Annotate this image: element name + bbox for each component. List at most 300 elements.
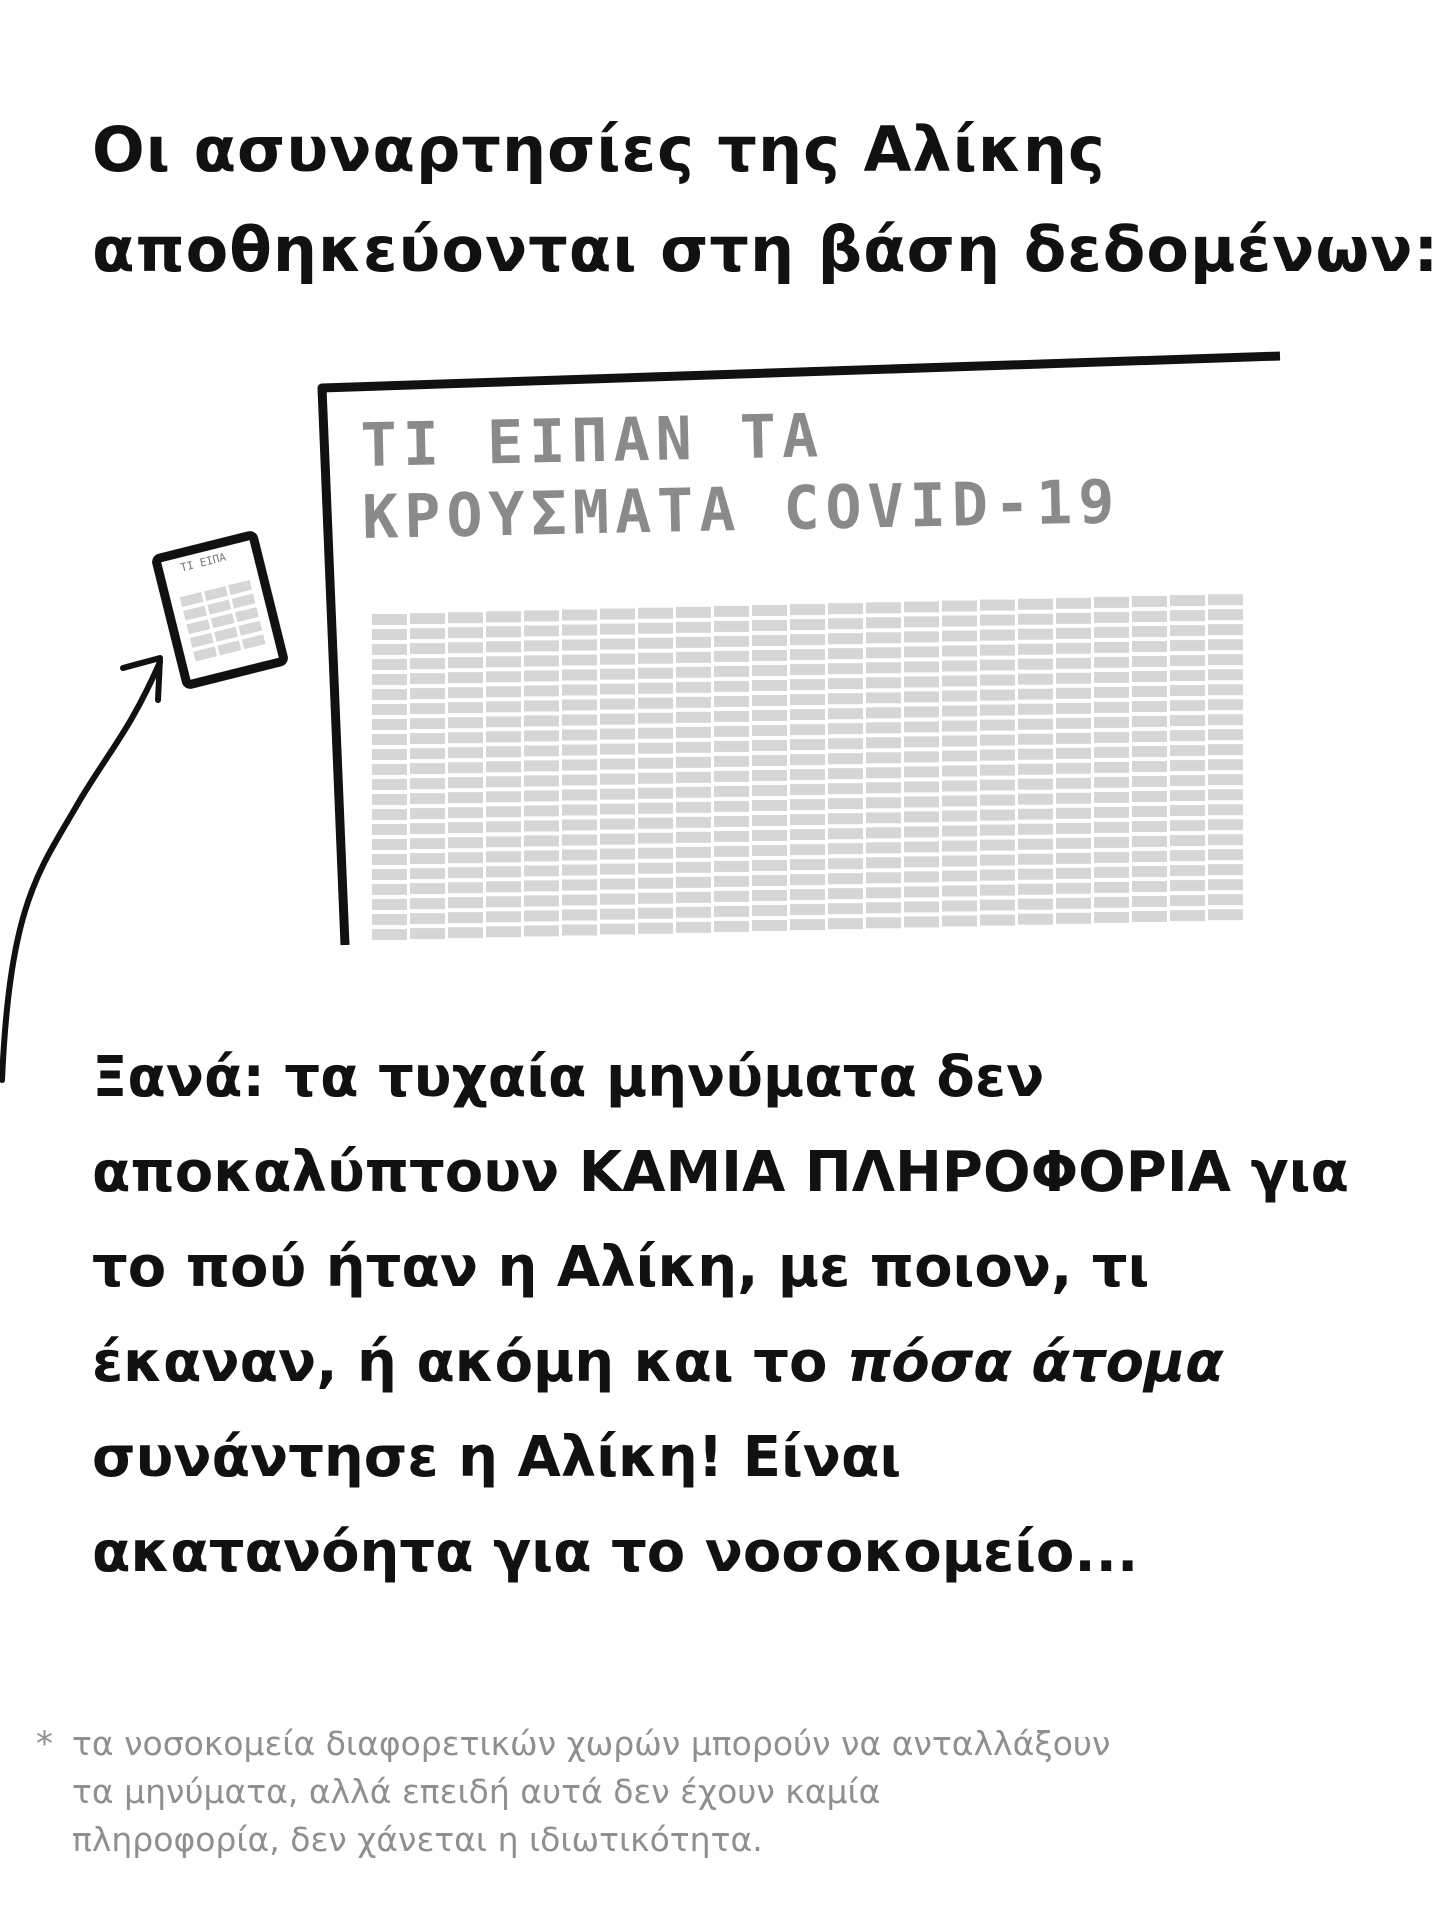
database-cell <box>600 729 635 740</box>
database-cell <box>600 669 635 680</box>
database-cell <box>372 884 407 895</box>
database-cell <box>448 717 483 728</box>
database-cell <box>1208 654 1243 665</box>
database-cell <box>790 769 825 780</box>
database-cell <box>410 613 445 624</box>
body-line: Ξανά: τα τυχαία μηνύματα δεν <box>92 1045 1045 1110</box>
database-cell <box>676 892 711 903</box>
database-cell <box>828 828 863 839</box>
database-cell <box>1018 869 1053 880</box>
database-cell <box>486 626 521 637</box>
database-cell <box>524 715 559 726</box>
database-cell <box>448 702 483 713</box>
database-cell <box>828 663 863 674</box>
database-cell <box>1170 745 1205 756</box>
database-cell <box>1094 912 1129 923</box>
database-cell <box>562 820 597 831</box>
database-cell <box>1170 715 1205 726</box>
database-cell <box>372 929 407 940</box>
database-cell <box>1170 865 1205 876</box>
database-cell <box>1056 733 1091 744</box>
database-cell <box>524 910 559 921</box>
database-cell <box>372 734 407 745</box>
database-cell <box>790 754 825 765</box>
database-cell <box>752 650 787 661</box>
database-cell <box>486 716 521 727</box>
database-cell <box>1132 866 1167 877</box>
database-cell <box>1056 613 1091 624</box>
database-cell <box>942 811 977 822</box>
database-cell <box>942 616 977 627</box>
database-cell <box>486 746 521 757</box>
database-cell <box>410 763 445 774</box>
footnote-line: τα νοσοκομεία διαφορετικών χωρών μπορούν να ανταλλάξουν <box>72 1724 1111 1763</box>
database-cell <box>714 846 749 857</box>
database-cell <box>562 850 597 861</box>
database-cell <box>448 747 483 758</box>
database-cell <box>714 681 749 692</box>
database-cell <box>790 664 825 675</box>
database-cell <box>866 767 901 778</box>
database-cell <box>600 774 635 785</box>
database-cell <box>942 661 977 672</box>
database-cell <box>828 738 863 749</box>
database-cell <box>372 614 407 625</box>
database-cell <box>486 731 521 742</box>
heading <box>92 100 1439 300</box>
database-cell <box>1056 823 1091 834</box>
database-cell <box>676 772 711 783</box>
database-cell <box>410 778 445 789</box>
database-cell <box>562 805 597 816</box>
database-cell <box>410 688 445 699</box>
database-cell <box>562 625 597 636</box>
database-cell <box>752 905 787 916</box>
database-cell <box>1018 794 1053 805</box>
database-cell <box>1132 716 1167 727</box>
database-cell <box>866 647 901 658</box>
database-cell <box>1018 614 1053 625</box>
database-cell <box>410 703 445 714</box>
database-cell <box>638 818 673 829</box>
database-cell <box>828 693 863 704</box>
database-cell <box>1132 896 1167 907</box>
database-cell <box>904 811 939 822</box>
database-cell <box>638 908 673 919</box>
database-cell <box>1170 655 1205 666</box>
database-cell <box>752 920 787 931</box>
database-cell <box>980 750 1015 761</box>
database-cell <box>1056 628 1091 639</box>
database-title <box>360 391 1263 554</box>
database-cell <box>714 921 749 932</box>
database-cell <box>828 873 863 884</box>
database-cell <box>1170 895 1205 906</box>
database-cell <box>1056 643 1091 654</box>
database-cell <box>524 655 559 666</box>
database-cell <box>904 856 939 867</box>
database-cell <box>372 719 407 730</box>
database-cell <box>790 784 825 795</box>
database-cell <box>904 916 939 927</box>
database-cell <box>752 815 787 826</box>
database-cell <box>676 907 711 918</box>
database-cell <box>1094 732 1129 743</box>
footnote-line: πληροφορία, δεν χάνεται η ιδιωτικότητα. <box>72 1820 763 1859</box>
emphasis-text: πόσα άτομα <box>846 1330 1224 1395</box>
database-cell <box>1018 779 1053 790</box>
database-cell <box>1094 672 1129 683</box>
database-cell <box>1094 837 1129 848</box>
database-cell <box>410 643 445 654</box>
database-cell <box>524 685 559 696</box>
database-cell <box>980 810 1015 821</box>
database-cell <box>942 841 977 852</box>
database-cell <box>1170 610 1205 621</box>
database-cell <box>828 708 863 719</box>
database-cell <box>714 621 749 632</box>
database-cell <box>1094 702 1129 713</box>
database-cell <box>828 858 863 869</box>
database-cell <box>904 631 939 642</box>
database-cell <box>714 816 749 827</box>
database-cell <box>638 788 673 799</box>
database-cell <box>1208 744 1243 755</box>
database-cell <box>524 730 559 741</box>
database-cell <box>1208 624 1243 635</box>
database-cell <box>1094 897 1129 908</box>
database-cell <box>410 868 445 879</box>
database-cell <box>1170 850 1205 861</box>
database-cell <box>790 649 825 660</box>
database-cell <box>1170 595 1205 606</box>
database-cell <box>866 842 901 853</box>
database-cell <box>638 683 673 694</box>
database-cell <box>524 670 559 681</box>
database-cell <box>980 600 1015 611</box>
database-cell <box>828 903 863 914</box>
database-cell <box>676 727 711 738</box>
database-cell <box>866 887 901 898</box>
database-cell <box>562 775 597 786</box>
database-cell <box>1018 809 1053 820</box>
database-cell <box>448 807 483 818</box>
database-cell <box>1056 808 1091 819</box>
database-cell <box>980 615 1015 626</box>
database-cell <box>676 922 711 933</box>
database-cell <box>904 766 939 777</box>
footnote <box>36 1720 1256 1864</box>
database-cell <box>904 871 939 882</box>
database-cell <box>714 741 749 752</box>
database-cell <box>752 665 787 676</box>
database-cell <box>448 882 483 893</box>
database-cell <box>714 666 749 677</box>
database-cell <box>372 899 407 910</box>
database-cell <box>486 656 521 667</box>
database-cell <box>790 919 825 930</box>
database-cell <box>904 646 939 657</box>
database-cell <box>904 886 939 897</box>
database-cell <box>486 896 521 907</box>
database-cell <box>714 726 749 737</box>
database-cell <box>904 691 939 702</box>
database-cell <box>866 722 901 733</box>
database-cell <box>980 885 1015 896</box>
body-line: αποκαλύπτουν ΚΑΜΙΑ ΠΛΗΡΟΦΟΡΙΑ για <box>92 1140 1349 1205</box>
database-cell <box>790 694 825 705</box>
database-cell <box>790 679 825 690</box>
database-cell <box>372 824 407 835</box>
database-cell <box>1132 611 1167 622</box>
database-cell <box>942 886 977 897</box>
database-cell <box>980 720 1015 731</box>
database-cell <box>1018 764 1053 775</box>
database-cell <box>372 779 407 790</box>
footnote-marker: * <box>36 1724 53 1764</box>
database-cell <box>942 706 977 717</box>
database-cell <box>1018 719 1053 730</box>
database-cell <box>1208 819 1243 830</box>
database-cell <box>790 604 825 615</box>
database-cell <box>372 869 407 880</box>
database-cell <box>904 706 939 717</box>
database-cell <box>828 813 863 824</box>
database-cell <box>942 676 977 687</box>
database-cell <box>828 783 863 794</box>
database-cell <box>828 723 863 734</box>
database-cell <box>448 732 483 743</box>
database-cell <box>752 680 787 691</box>
database-cell <box>448 822 483 833</box>
database-cell <box>790 829 825 840</box>
database-cell <box>1056 778 1091 789</box>
database-cell <box>1170 730 1205 741</box>
database-cell <box>524 880 559 891</box>
database-cell <box>524 700 559 711</box>
database-cell <box>372 674 407 685</box>
database-cell <box>866 752 901 763</box>
database-cell <box>942 796 977 807</box>
database-cell <box>638 728 673 739</box>
database-cell <box>1056 703 1091 714</box>
database-cell <box>1170 910 1205 921</box>
database-cell <box>1132 746 1167 757</box>
database-cell <box>714 906 749 917</box>
database-cell <box>524 790 559 801</box>
database-cell <box>1208 864 1243 875</box>
database-cell <box>676 847 711 858</box>
database-cell <box>1018 884 1053 895</box>
database-cell <box>448 927 483 938</box>
database-cell <box>676 832 711 843</box>
database-cell <box>1170 820 1205 831</box>
database-cell <box>524 610 559 621</box>
database-cell <box>600 804 635 815</box>
database-cell <box>638 668 673 679</box>
database-cell <box>676 682 711 693</box>
database-cell <box>410 658 445 669</box>
database-cell <box>1056 793 1091 804</box>
database-cell <box>600 834 635 845</box>
database-cell <box>638 608 673 619</box>
database-cell <box>600 699 635 710</box>
body-line: συνάντησε η Αλίκη! Είναι <box>92 1425 902 1490</box>
database-cell <box>1056 913 1091 924</box>
database-cell <box>1170 775 1205 786</box>
database-cell <box>1170 790 1205 801</box>
database-cell <box>1094 687 1129 698</box>
database-cell <box>1018 659 1053 670</box>
database-cell <box>1208 789 1243 800</box>
database-cell <box>600 819 635 830</box>
database-cell <box>790 799 825 810</box>
database-cell <box>372 704 407 715</box>
database-cell <box>1018 689 1053 700</box>
database-cell <box>562 655 597 666</box>
database-cell <box>714 861 749 872</box>
database-cell <box>942 691 977 702</box>
database-cell <box>1132 806 1167 817</box>
database-cell <box>866 707 901 718</box>
database-cell <box>600 624 635 635</box>
database-cell <box>828 888 863 899</box>
database-cell <box>1208 804 1243 815</box>
database-cell <box>980 705 1015 716</box>
database-cell <box>1056 658 1091 669</box>
database-cell <box>410 898 445 909</box>
database-cell <box>410 628 445 639</box>
database-cell <box>676 607 711 618</box>
database-cell <box>1132 821 1167 832</box>
database-cell <box>600 864 635 875</box>
database-cell <box>1094 792 1129 803</box>
database-cell <box>1208 759 1243 770</box>
database-cell <box>448 642 483 653</box>
database-cell <box>486 881 521 892</box>
database-cell <box>1018 704 1053 715</box>
database-cell <box>410 673 445 684</box>
database-cell <box>486 836 521 847</box>
database-cell <box>1208 909 1243 920</box>
database-cell <box>1208 699 1243 710</box>
database-cell <box>790 619 825 630</box>
database-cell <box>1132 851 1167 862</box>
database-cell <box>1208 684 1243 695</box>
database-cell <box>1018 914 1053 925</box>
database-cell <box>1208 639 1243 650</box>
database-cell <box>942 856 977 867</box>
database-cell <box>676 667 711 678</box>
database-cell <box>448 867 483 878</box>
database-cell <box>562 640 597 651</box>
database-cell <box>638 848 673 859</box>
database-cell <box>524 925 559 936</box>
database-cell <box>828 753 863 764</box>
database-cell <box>1208 834 1243 845</box>
database-cell <box>1132 791 1167 802</box>
database-cell <box>866 857 901 868</box>
database-cell <box>676 622 711 633</box>
arrow-line <box>2 662 160 1080</box>
database-cell <box>1094 627 1129 638</box>
database-cell <box>980 690 1015 701</box>
database-cell <box>486 866 521 877</box>
footnote-line: τα μηνύματα, αλλά επειδή αυτά δεν έχουν καμία <box>72 1772 881 1811</box>
database-cell <box>600 714 635 725</box>
database-cell <box>828 843 863 854</box>
body-line: ακατανόητα για το νοσοκομείο... <box>92 1520 1139 1585</box>
database-cell <box>866 782 901 793</box>
database-cell <box>752 830 787 841</box>
database-cell <box>676 652 711 663</box>
database-cell <box>1132 641 1167 652</box>
database-cell <box>866 677 901 688</box>
database-cell <box>486 851 521 862</box>
database-cell <box>410 793 445 804</box>
database-cell <box>1018 644 1053 655</box>
database-cell <box>790 634 825 645</box>
database-cell <box>524 760 559 771</box>
database-cell <box>942 736 977 747</box>
database-cell <box>1056 688 1091 699</box>
database-cell <box>942 901 977 912</box>
database-cell <box>714 801 749 812</box>
database-cell <box>904 736 939 747</box>
database-cell <box>752 755 787 766</box>
database-cell <box>1094 597 1129 608</box>
database-cell <box>676 802 711 813</box>
database-cell <box>1018 854 1053 865</box>
database-cell <box>980 870 1015 881</box>
database-cell <box>904 601 939 612</box>
database-cell <box>752 635 787 646</box>
database-cell <box>562 865 597 876</box>
database-cell <box>410 883 445 894</box>
database-cell <box>600 924 635 935</box>
database-cell <box>410 748 445 759</box>
database-cell <box>828 633 863 644</box>
database-cell <box>752 800 787 811</box>
database-cell <box>372 854 407 865</box>
database-cell <box>638 923 673 934</box>
database-cell <box>524 865 559 876</box>
database-cell <box>1056 898 1091 909</box>
database-cell <box>372 659 407 670</box>
database-cell <box>866 917 901 928</box>
database-cell <box>904 901 939 912</box>
database-cell <box>524 745 559 756</box>
database-cell <box>1094 777 1129 788</box>
database-cell <box>752 725 787 736</box>
database-title-line: ΚΡΟΥΣΜΑΤΑ COVID-19 <box>361 467 1122 553</box>
database-cell <box>638 713 673 724</box>
database-cell <box>866 902 901 913</box>
database-cell <box>866 827 901 838</box>
database-cell <box>1170 685 1205 696</box>
database-cell <box>1208 774 1243 785</box>
database-cell <box>752 620 787 631</box>
database-cell <box>752 785 787 796</box>
database-cell <box>790 874 825 885</box>
database-cell <box>448 912 483 923</box>
database-cell <box>1208 849 1243 860</box>
database-cell <box>980 840 1015 851</box>
database-cell <box>1018 749 1053 760</box>
database-cell <box>676 877 711 888</box>
database-cell <box>1208 669 1243 680</box>
database-cell <box>790 904 825 915</box>
